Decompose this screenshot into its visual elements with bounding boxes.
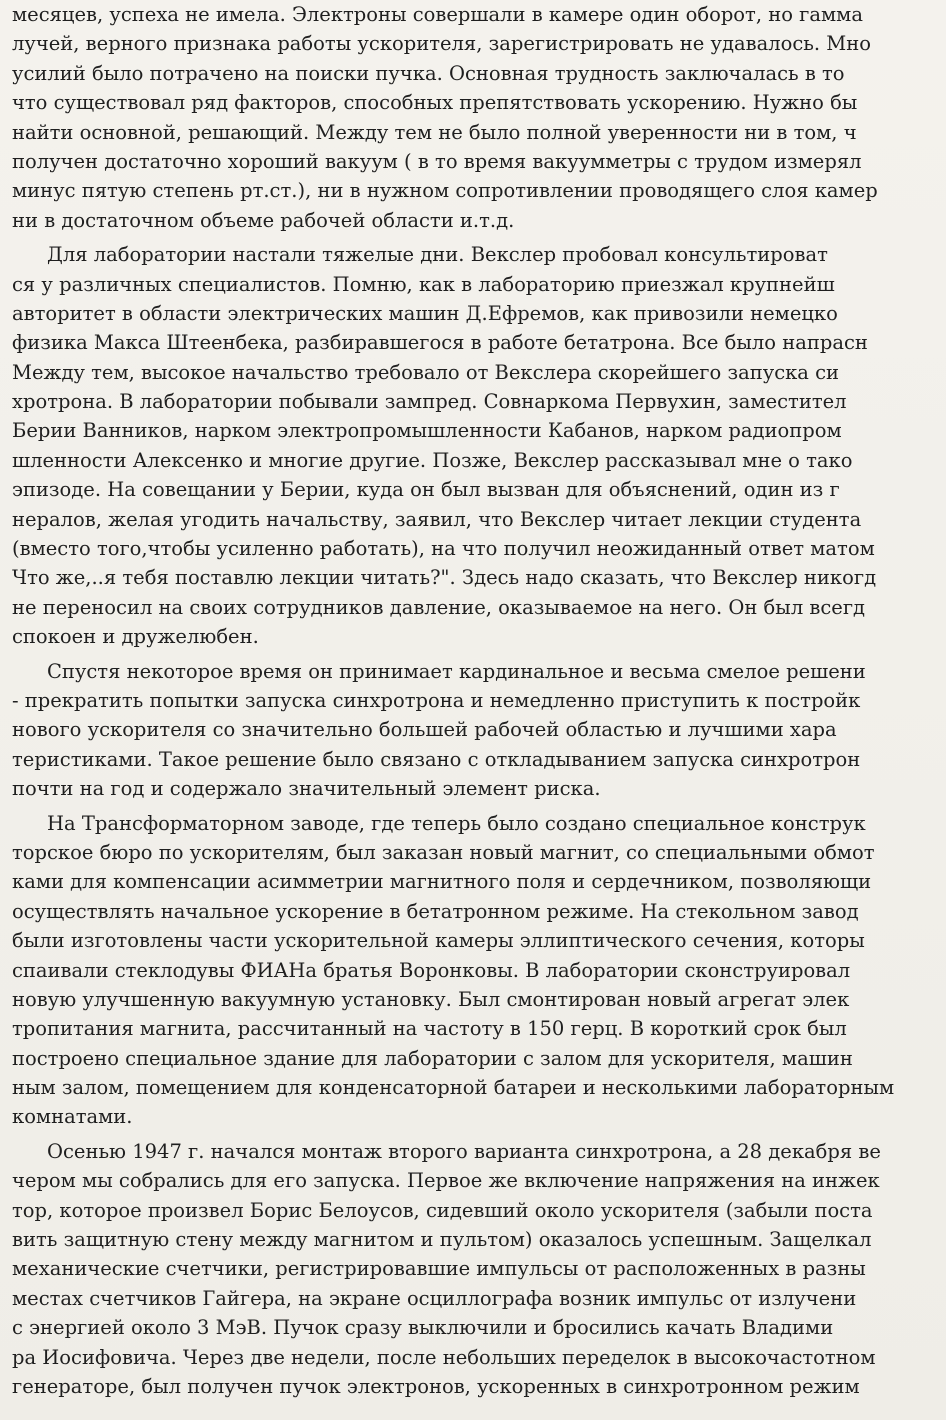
text-line: чером мы собрались для его запуска. Первое же включение напряжения на инжек xyxy=(12,1169,880,1193)
text-line: минус пятую степень рт.ст.), ни в нужном сопротивлении проводящего слоя камер xyxy=(12,179,878,203)
text-line: лучей, верного признака работы ускорителя, зарегистрировать не удавалось. Мно xyxy=(12,32,871,56)
text-line: почти на год и содержало значительный элемент риска. xyxy=(12,777,601,801)
text-line: спаивали стеклодувы ФИАНа братья Воронковы. В лаборатории сконструировал xyxy=(12,958,851,982)
text-line: ся у различных специалистов. Помню, как в лабораторию приезжал крупнейш xyxy=(12,272,835,296)
paragraph-start-line: Для лаборатории настали тяжелые дни. Векслер пробовал консультироват xyxy=(47,243,828,267)
text-line: получен достаточно хороший вакуум ( в то время вакуумметры с трудом измерял xyxy=(12,149,862,173)
text-line: ни в достаточном объеме рабочей области и.т.д. xyxy=(12,208,515,232)
text-line: торское бюро по ускорителям, был заказан новый магнит, со специальными обмот xyxy=(12,840,875,864)
text-line: механические счетчики, регистрировавшие импульсы от расположенных в разны xyxy=(12,1257,866,1281)
text-line: что существовал ряд факторов, способных препятствовать ускорению. Нужно бы xyxy=(12,91,858,115)
text-line: тропитания магнита, рассчитанный на частоту в 150 герц. В короткий срок был xyxy=(12,1017,847,1041)
paragraph-start-line: Спустя некоторое время он принимает кардинальное и весьма смелое решени xyxy=(47,659,866,683)
text-line: комнатами. xyxy=(12,1105,133,1129)
text-line: ра Иосифовича. Через две недели, после небольших переделок в высокочастотном xyxy=(12,1345,876,1369)
text-line: не переносил на своих сотрудников давление, оказываемое на него. Он был всегд xyxy=(12,595,866,619)
text-line: ным залом, помещением для конденсаторной батареи и несколькими лабораторным xyxy=(12,1076,895,1100)
text-line: шленности Алексенко и многие другие. Позже, Векслер рассказывал мне о тако xyxy=(12,448,853,472)
text-line: с энергией около 3 МэВ. Пучок сразу выключили и бросились качать Владими xyxy=(12,1316,834,1340)
page-text xyxy=(12,0,946,1401)
paragraph-start-line: Осенью 1947 г. начался монтаж второго варианта синхротрона, а 28 декабря ве xyxy=(47,1139,881,1163)
text-line: нового ускорителя со значительно большей рабочей областью и лучшими хара xyxy=(12,718,837,742)
text-line: местах счетчиков Гайгера, на экране осциллографа возник импульс от излучени xyxy=(12,1286,857,1310)
text-line: Что же,..я тебя поставлю лекции читать?". Здесь надо сказать, что Векслер никогд xyxy=(12,566,877,590)
text-line: - прекратить попытки запуска синхротрона и немедленно приступить к постройк xyxy=(12,688,861,712)
text-line: хротрона. В лаборатории побывали зампред. Совнаркома Первухин, заместител xyxy=(12,390,847,414)
text-line: были изготовлены части ускорительной камеры эллиптического сечения, которы xyxy=(12,929,865,953)
text-line: усилий было потрачено на поиски пучка. Основная трудность заключалась в то xyxy=(12,61,845,85)
text-line: ками для компенсации асимметрии магнитного поля и сердечником, позволяющи xyxy=(12,870,872,894)
text-line: построено специальное здание для лаборатории с залом для ускорителя, машин xyxy=(12,1046,853,1070)
text-line: осуществлять начальное ускорение в бетатронном режиме. На стекольном завод xyxy=(12,899,859,923)
text-line: (вместо того,чтобы усиленно работать), на что получил неожиданный ответ матом xyxy=(12,537,875,561)
text-line: спокоен и дружелюбен. xyxy=(12,625,259,649)
text-line: авторитет в области электрических машин Д.Ефремов, как привозили немецко xyxy=(12,301,838,325)
paragraph-start-line: На Трансформаторном заводе, где теперь было создано специальное конструк xyxy=(47,811,866,835)
text-line: новую улучшенную вакуумную установку. Был смонтирован новый агрегат элек xyxy=(12,987,850,1011)
text-line: генераторе, был получен пучок электронов, ускоренных в синхротронном режим xyxy=(12,1374,860,1398)
text-line: теристиками. Такое решение было связано с откладыванием запуска синхротрон xyxy=(12,747,861,771)
text-line: вить защитную стену между магнитом и пультом) оказалось успешным. Защелкал xyxy=(12,1228,872,1252)
text-line: эпизоде. На совещании у Берии, куда он был вызван для объяснений, один из г xyxy=(12,478,840,502)
text-line: месяцев, успеха не имела. Электроны совершали в камере один оборот, но гамма xyxy=(12,3,863,26)
text-line: физика Макса Штеенбека, разбиравшегося в работе бетатрона. Все было напрасн xyxy=(12,331,868,355)
text-line: Между тем, высокое начальство требовало от Векслера скорейшего запуска си xyxy=(12,360,840,384)
text-line: тор, которое произвел Борис Белоусов, сидевший около ускорителя (забыли поста xyxy=(12,1198,873,1222)
text-line: нералов, желая угодить начальству, заявил, что Векслер читает лекции студента xyxy=(12,507,862,531)
text-line: найти основной, решающий. Между тем не было полной уверенности ни в том, ч xyxy=(12,120,857,144)
text-line: Берии Ванников, нарком электропромышленности Кабанов, нарком радиопром xyxy=(12,419,842,443)
